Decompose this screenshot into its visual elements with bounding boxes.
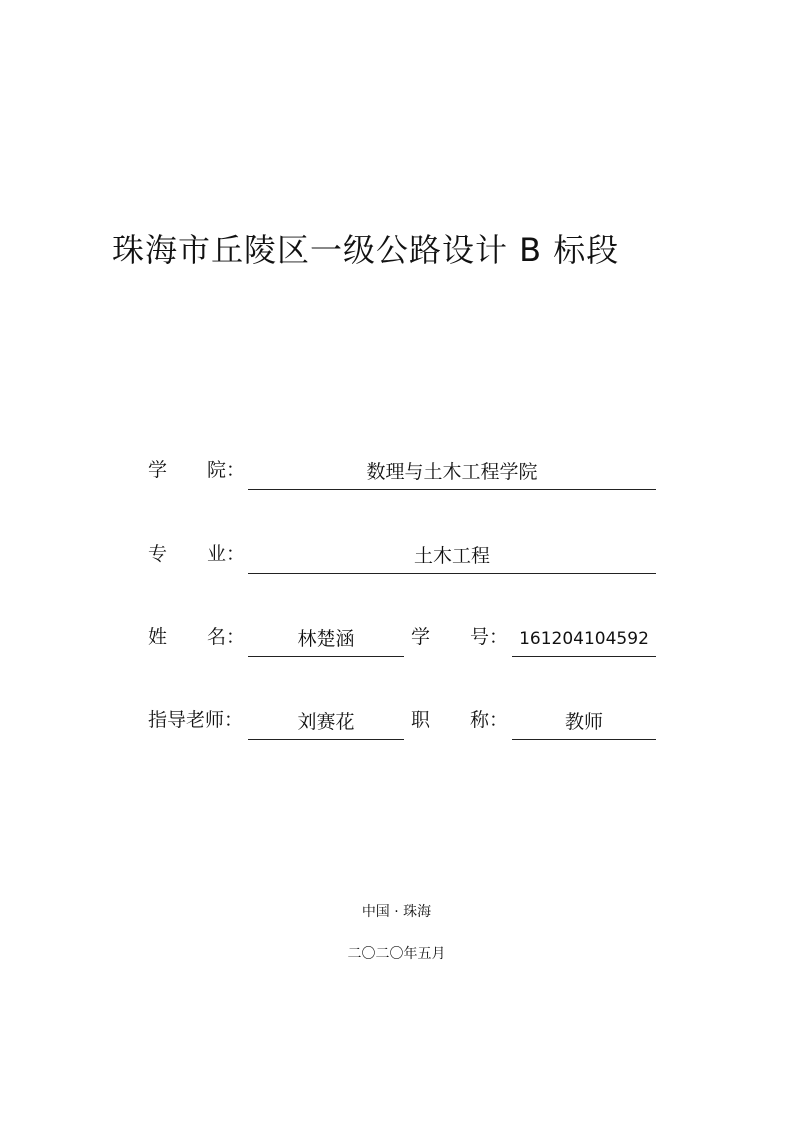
footer-date: 二〇二〇年五月 [347, 946, 446, 962]
name-label-first-char: 姓 [148, 626, 168, 648]
advisor-label: 指导老师： [148, 709, 244, 731]
rank-field: 教师 [512, 707, 656, 740]
name-label-rest: 名： [207, 626, 246, 648]
rank-label-first-char: 职 [411, 709, 431, 731]
rank-label-rest: 称： [470, 709, 509, 731]
student-id-label-rest: 号： [470, 626, 509, 648]
college-label-rest: 院： [207, 459, 246, 481]
college-field: 数理与土木工程学院 [248, 457, 656, 490]
student-id-label-first-char: 学 [411, 626, 431, 648]
major-label-rest: 业： [207, 543, 246, 565]
footer-location: 中国 · 珠海 [361, 904, 432, 920]
student-id-field: 161204104592 [512, 624, 656, 657]
major-field: 土木工程 [248, 541, 656, 574]
college-label-first-char: 学 [148, 459, 168, 481]
name-field: 林楚涵 [248, 624, 404, 657]
document-title: 珠海市丘陵区一级公路设计 B 标段 [112, 231, 620, 269]
major-label-first-char: 专 [148, 543, 168, 565]
advisor-field: 刘赛花 [248, 707, 404, 740]
